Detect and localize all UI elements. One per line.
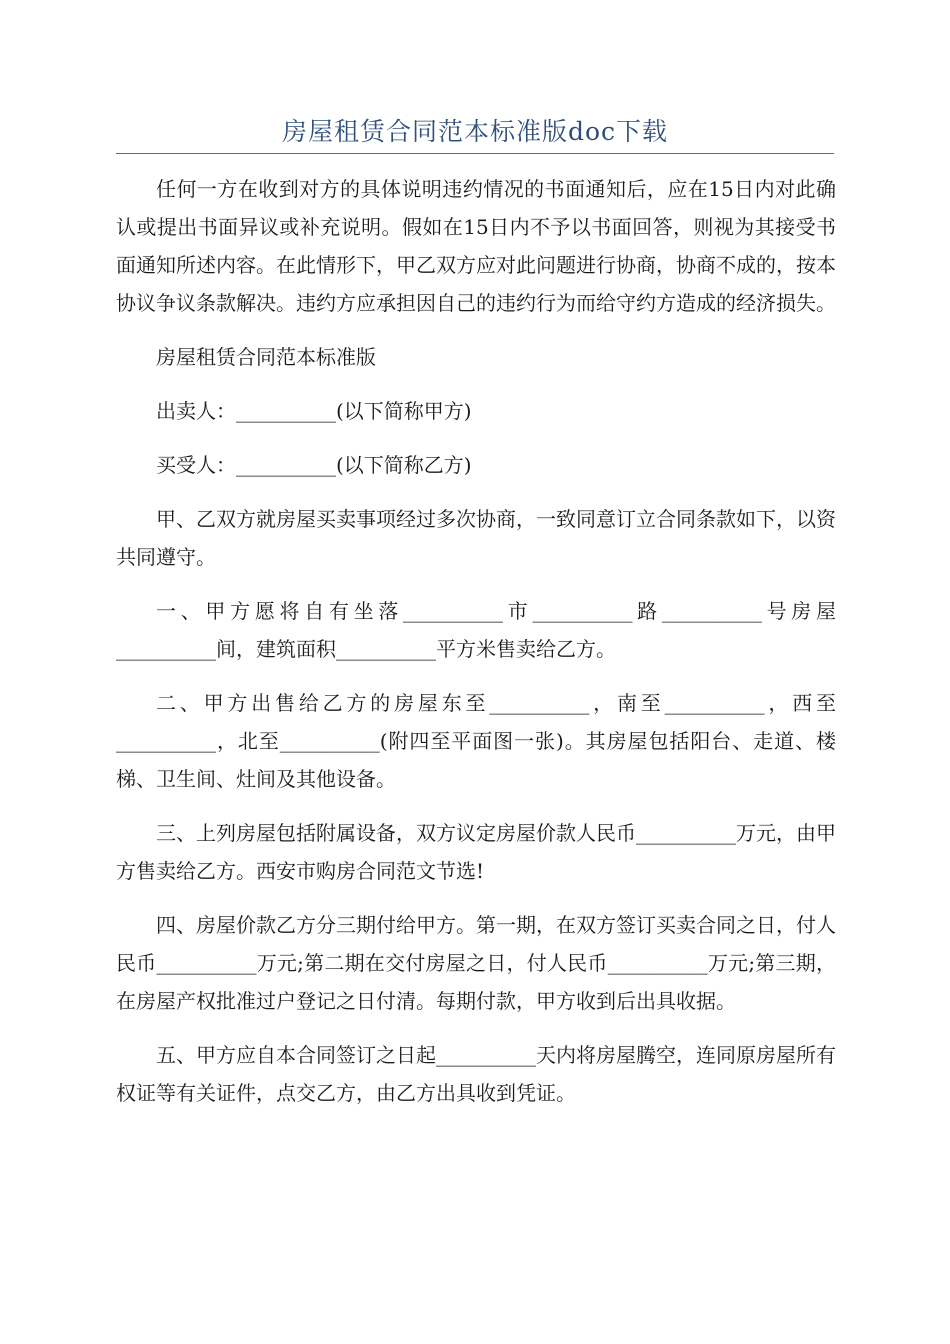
document-body — [116, 170, 836, 1128]
title-underline — [116, 153, 834, 154]
paragraph-subtitle: 房屋租赁合同范本标准版 — [156, 345, 376, 369]
document-title: 房屋租赁合同范本标准版doc下载 — [281, 117, 669, 146]
paragraph-clause-5: 五、甲方应自本合同签订之日起__________天内将房屋腾空，连同原房屋所有权证等有关证件，点交乙方，由乙方出具收到凭证。 — [116, 1043, 836, 1105]
paragraph-agreement: 甲、乙双方就房屋买卖事项经过多次协商，一致同意订立合同条款如下，以资共同遵守。 — [116, 507, 836, 569]
paragraph-clause-3: 三、上列房屋包括附属设备，双方议定房屋价款人民币__________万元，由甲方售卖给乙方。西安市购房合同范文节选! — [116, 821, 836, 883]
paragraph-seller: 出卖人：__________(以下简称甲方) — [156, 399, 472, 423]
paragraph-clause-2: 二、甲方出售给乙方的房屋东至__________，南至__________，西至__________，北至__________(附四至平面图一张)。其房屋包括阳台、走道、楼梯、卫生间、灶间及其他设备。 — [116, 691, 836, 791]
paragraph-buyer: 买受人：__________(以下简称乙方) — [156, 453, 472, 477]
paragraph-breach-notice: 任何一方在收到对方的具体说明违约情况的书面通知后，应在15日内对此确认或提出书面异议或补充说明。假如在15日内不予以书面回答，则视为其接受书面通知所述内容。在此情形下，甲乙双方应对此问题进行协商，协商不成的，按本协议争议条款解决。违约方应承担因自己的违约行为而给守约方造成的经济损失。 — [116, 177, 836, 315]
paragraph-clause-1: 一、甲方愿将自有坐落__________市__________路__________号房屋__________间，建筑面积__________平方米售卖给乙方。 — [116, 599, 836, 661]
paragraph-clause-4: 四、房屋价款乙方分三期付给甲方。第一期，在双方签订买卖合同之日，付人民币__________万元;第二期在交付房屋之日，付人民币__________万元;第三期，在房屋产权批准过户登记之日付清。每期付款，甲方收到后出具收据。 — [116, 913, 836, 1013]
